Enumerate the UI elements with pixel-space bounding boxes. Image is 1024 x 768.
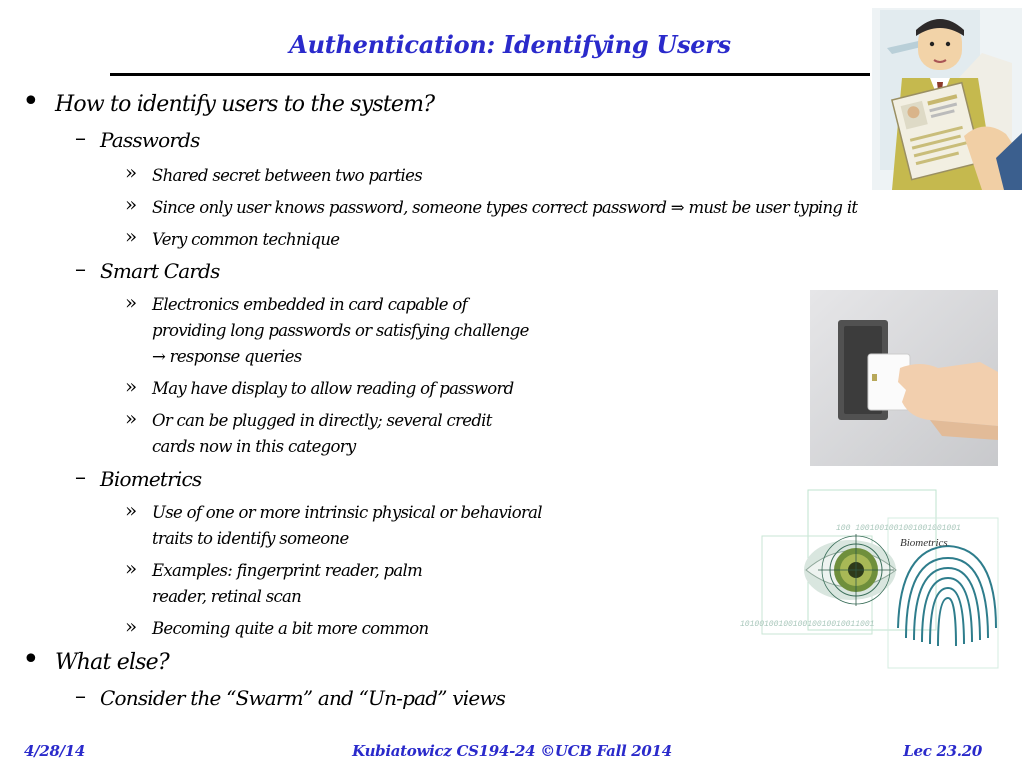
slide-title: Authentication: Identifying Users	[289, 30, 731, 59]
sub-biometrics: Biometrics	[100, 467, 202, 491]
smart-card-image	[810, 290, 998, 466]
item-only-user-knows: Since only user knows password, someone types correct password ⇒ must be user typing it	[152, 198, 858, 217]
item-intrinsic-traits: Use of one or more intrinsic physical or behavioral traits to identify someone	[152, 503, 542, 548]
binary-strip-1: 100 1001001001001001001001	[836, 524, 961, 533]
item-shared-secret: Shared secret between two parties	[152, 166, 422, 185]
title-underline	[110, 73, 870, 76]
footer-lecture: Lec 23.20	[903, 742, 982, 760]
passport-image	[872, 8, 1022, 190]
item-display: May have display to allow reading of password	[152, 379, 514, 398]
item-becoming-common: Becoming quite a bit more common	[152, 619, 429, 638]
biometrics-image	[738, 488, 1000, 680]
chevron-marker: »	[125, 374, 138, 398]
binary-strip-2: 1010010010010010010010011001	[740, 620, 875, 629]
sub-swarm-unpad: Consider the “Swarm” and “Un-pad” views	[100, 686, 506, 710]
item-electronics-embedded: Electronics embedded in card capable of providing long passwords or satisfying challenge → response queries	[152, 295, 529, 366]
chevron-marker: »	[125, 556, 138, 580]
footer-date: 4/28/14	[24, 742, 86, 760]
bullet-dot: •	[22, 642, 40, 677]
footer-course: Kubiatowicz CS194-24 ©UCB Fall 2014	[352, 742, 672, 760]
chevron-marker: »	[125, 498, 138, 522]
chevron-marker: »	[125, 614, 138, 638]
dash-marker: –	[75, 257, 86, 282]
item-examples: Examples: fingerprint reader, palm reader, retinal scan	[152, 561, 423, 606]
bullet-what-else: What else?	[55, 650, 169, 675]
bullet-how-to-identify: How to identify users to the system?	[55, 92, 435, 117]
sub-passwords: Passwords	[100, 128, 200, 152]
dash-marker: –	[75, 465, 86, 490]
chevron-marker: »	[125, 192, 138, 216]
chevron-marker: »	[125, 406, 138, 430]
biometrics-label: Biometrics	[900, 537, 948, 549]
chevron-marker: »	[125, 290, 138, 314]
dash-marker: –	[75, 126, 86, 151]
bullet-dot: •	[22, 84, 40, 119]
dash-marker: –	[75, 684, 86, 709]
sub-smart-cards: Smart Cards	[100, 259, 220, 283]
item-very-common: Very common technique	[152, 230, 340, 249]
chevron-marker: »	[125, 160, 138, 184]
item-plugged-in: Or can be plugged in directly; several credit cards now in this category	[152, 411, 492, 456]
chevron-marker: »	[125, 224, 138, 248]
